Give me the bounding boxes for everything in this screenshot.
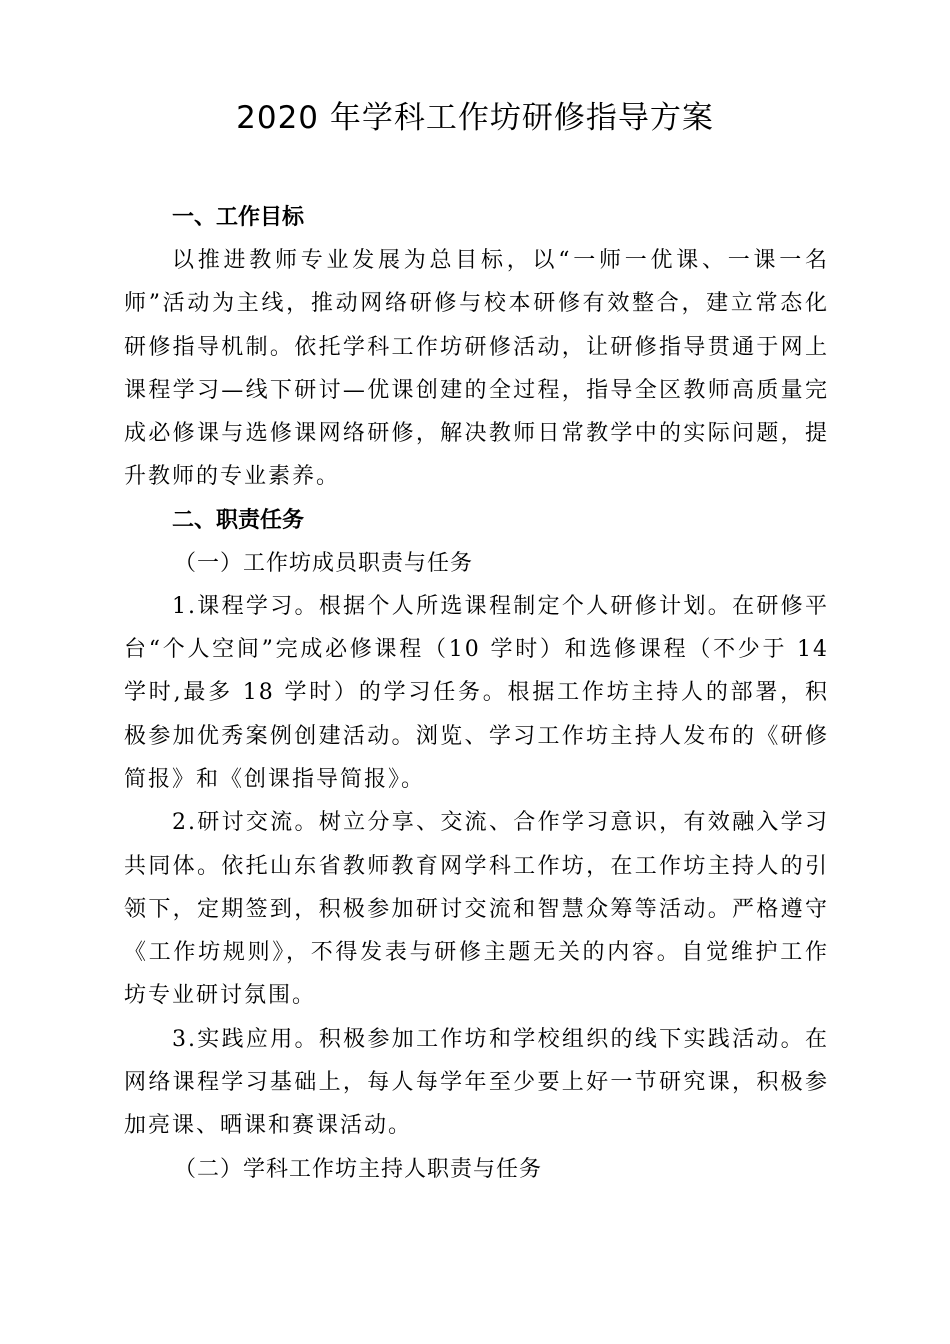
document-title: 2020 年学科工作坊研修指导方案 — [236, 100, 714, 136]
section-heading-duties: 二、职责任务 — [172, 507, 305, 533]
goals-paragraph: 以推进教师专业发展为总目标，以“一师一优课、一课一名师”活动为主线，推动网络研修与校本研修有效整合，建立常态化研修指导机制。依托学科工作坊研修活动，让研修指导贯通于网上课程学习—线下研讨—优课创建的全过程，指导全区教师高质量完成必修课与选修课网络研修，解决教师日常教学中的实际问题，提升教师的专业素养。 — [124, 248, 829, 490]
subheading-member-duties: （一）工作坊成员职责与任务 — [174, 550, 474, 576]
paragraph-practice: 3.实践应用。积极参加工作坊和学校组织的线下实践活动。在网络课程学习基础上，每人每学年至少要上好一节研究课，积极参加亮课、晒课和赛课活动。 — [124, 1026, 829, 1139]
paragraph-course-study: 1.课程学习。根据个人所选课程制定个人研修计划。在研修平台“个人空间”完成必修课程（10 学时）和选修课程（不少于 14 学时,最多 18 学时）的学习任务。根据工作坊主持人的部署，积极参加优秀案例创建活动。浏览、学习工作坊主持人发布的《研修简报》和《创课指导简报》。 — [124, 593, 829, 792]
paragraph-discussion: 2.研讨交流。树立分享、交流、合作学习意识，有效融入学习共同体。依托山东省教师教育网学科工作坊，在工作坊主持人的引领下，定期签到，积极参加研讨交流和智慧众筹等活动。严格遵守《工作坊规则》，不得发表与研修主题无关的内容。自觉维护工作坊专业研讨氛围。 — [124, 810, 829, 1009]
section-heading-goals: 一、工作目标 — [172, 205, 305, 230]
subheading-host-duties: （二）学科工作坊主持人职责与任务 — [174, 1156, 543, 1182]
document-body — [124, 196, 829, 1191]
